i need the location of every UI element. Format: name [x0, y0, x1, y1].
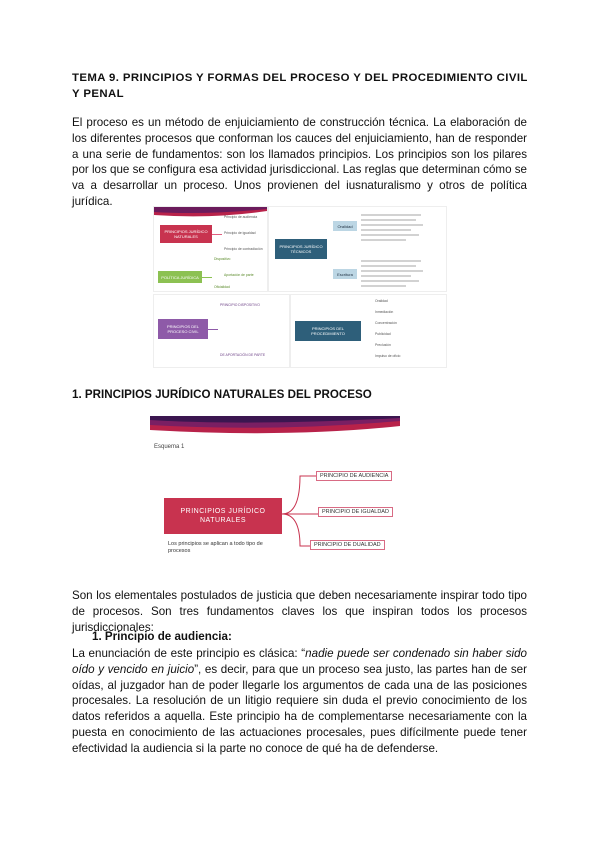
natural-principles-figure [150, 416, 400, 558]
item-a1: Principio de audiencia [224, 215, 258, 219]
banner-wave-icon [150, 416, 400, 438]
label-dualidad: PRINCIPIO DE DUALIDAD [310, 540, 385, 550]
figure-note: Los principios se aplican a todo tipo de procesos [168, 541, 263, 554]
box-procedimiento: PRINCIPIOS DEL PROCEDIMIENTO [295, 321, 361, 341]
page-title: TEMA 9. PRINCIPIOS Y FORMAS DEL PROCESO Y DEL PROCEDIMIENTO CIVIL Y PENAL [72, 72, 528, 100]
connector-lines [282, 466, 318, 550]
figure-caption: Esquema 1 [154, 444, 185, 450]
paragraph-audiencia [72, 646, 527, 757]
item-d2: DE APORTACIÓN DE PARTE [220, 353, 266, 357]
item-a2: Principio de igualdad [224, 231, 256, 235]
para3-post: ”, es decir, para que un proceso sea justo, las partes han de ser oídas, al juzgador han de poder llegarle los argumentos de cada una de las posiciones procesales. La resolución de un litigio requiere sin duda el previo conocimiento de los datos referidos a aquella. Este principio ha de complementarse necesariamente con la puesta en conocimiento de las actuaciones procesales, pues difícilmente puede tener efectividad la audiencia si la parte no conoce de qué ha de defenderse. [72, 662, 527, 755]
item-b2: Aportación de parte [224, 273, 254, 277]
item-b1: Dispositivo [214, 257, 231, 261]
item-e3: Concentración [375, 321, 397, 325]
principles-overview-figure [153, 206, 445, 366]
text-lines-graphic [361, 213, 441, 289]
intro-paragraph: El proceso es un método de enjuiciamiento de construcción técnica. La elaboración de los diferentes procesos que conforman los cauces del enjuiciamiento, han de responder a una serie de fundamentos: son los llamados principios. Los principios son los pilares por los que se configura esa actividad jurisdiccional. Las reglas que determinan cómo se va a desarrollar un proceso. Unos provienen del iusnaturalismo y otros de política jurídica. [72, 116, 527, 208]
center-box: PRINCIPIOS JURÍDICO NATURALES [164, 498, 282, 534]
panel-natural-principles [153, 206, 268, 292]
para3-pre: La enunciación de este principio es clásica: “ [72, 647, 306, 660]
box-c2: Escritura [333, 269, 357, 279]
item-d1: PRINCIPIO DISPOSITIVO [220, 303, 260, 307]
item-e2: Inmediación [375, 310, 394, 314]
box-tecnicos: PRINCIPIOS JURÍDICO TÉCNICOS [275, 239, 327, 259]
paragraph-postulados: Son los elementales postulados de justicia que deben necesariamente inspirar todo tipo de procesos. Son tres fundamentos claves los que inspiran todos los procesos jurisdiccionales: [72, 589, 527, 634]
item-e1: Oralidad [375, 299, 388, 303]
item-e4: Publicidad [375, 332, 391, 336]
box-c1: Oralidad [333, 221, 357, 231]
box-natural: PRINCIPIOS JURÍDICO NATURALES [160, 225, 212, 243]
item-a3: Principio de contradicción [224, 247, 263, 251]
panel-civil-principles [153, 294, 290, 368]
box-politica: POLÍTICA JURÍDICA [158, 271, 202, 283]
item-e5: Preclusión [375, 343, 391, 347]
label-audiencia: PRINCIPIO DE AUDIENCIA [316, 471, 392, 481]
subsection-heading-audiencia: 1. Principio de audiencia: [92, 630, 232, 643]
panel-technical-principles [268, 206, 447, 292]
label-igualdad: PRINCIPIO DE IGUALDAD [318, 507, 393, 517]
box-civil: PRINCIPIOS DEL PROCESO CIVIL [158, 319, 208, 339]
item-e6: Impulso de oficio [375, 354, 401, 358]
para3-quote: nadie puede ser condenado sin haber sido oído y vencido en juicio [72, 647, 527, 676]
item-b3: Oficialidad [214, 285, 230, 289]
section-heading-1: 1. PRINCIPIOS JURÍDICO NATURALES DEL PROCESO [72, 388, 372, 401]
panel-procedure-principles [290, 294, 447, 368]
